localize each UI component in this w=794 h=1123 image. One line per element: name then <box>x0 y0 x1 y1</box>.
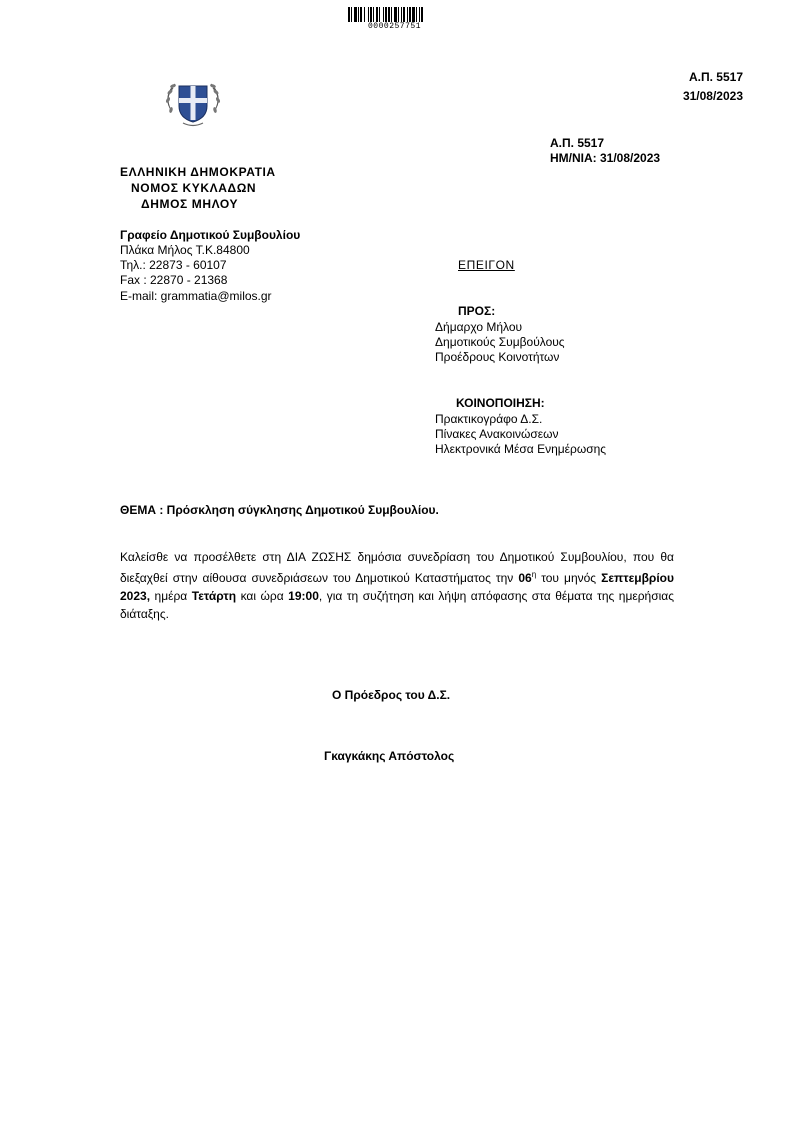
meeting-time: 19:00 <box>288 589 319 603</box>
signatory-name: Γκαγκάκης Απόστολος <box>324 749 455 763</box>
issuer-prefecture: ΝΟΜΟΣ ΚΥΚΛΑΔΩΝ <box>131 181 257 195</box>
meeting-month: Σεπτεμβρίου 2023, <box>120 571 674 603</box>
coat-of-arms-icon <box>161 76 225 128</box>
body-text-2: του μηνός <box>536 571 602 585</box>
office-address: Πλάκα Μήλος Τ.Κ.84800 <box>120 243 250 257</box>
body-text-4: και ώρα <box>236 589 289 603</box>
urgency-label: ΕΠΕΙΓΟΝ <box>458 258 515 272</box>
body-text-5: , για τη συζήτηση και λήψη απόφασης στα θέματα της ημερήσιας διάταξης. <box>120 589 675 621</box>
recipient-item: Δήμαρχο Μήλου <box>435 320 523 334</box>
meeting-weekday: Τετάρτη <box>191 589 237 603</box>
recipient-item: Δημοτικούς Συμβούλους <box>435 335 565 349</box>
office-title: Γραφείο Δημοτικού Συμβουλίου <box>120 228 301 242</box>
protocol-date-top: 31/08/2023 <box>682 89 743 103</box>
meeting-day: 06 <box>518 571 532 585</box>
cc-item: Ηλεκτρονικά Μέσα Ενημέρωσης <box>435 442 607 456</box>
office-fax: Fax : 22870 - 21368 <box>120 273 228 287</box>
signatory-role: Ο Πρόεδρος του Δ.Σ. <box>332 688 451 702</box>
cc-item: Πίνακες Ανακοινώσεων <box>435 427 559 441</box>
protocol-number: Α.Π. 5517 <box>550 136 605 150</box>
barcode-number: 0000257751 <box>368 22 422 31</box>
issuer-country: ΕΛΛΗΝΙΚΗ ΔΗΜΟΚΡΑΤΙΑ <box>120 165 276 179</box>
office-email: E-mail: grammatia@milos.gr <box>120 289 272 303</box>
barcode-bar <box>423 7 424 22</box>
barcode <box>348 7 446 22</box>
issuer-municipality: ΔΗΜΟΣ ΜΗΛΟΥ <box>141 197 239 211</box>
invitation-paragraph <box>120 548 674 623</box>
protocol-date: ΗΜ/ΝΙΑ: 31/08/2023 <box>550 151 661 165</box>
recipient-item: Προέδρους Κοινοτήτων <box>435 350 560 364</box>
cc-label: ΚΟΙΝΟΠΟΙΗΣΗ: <box>456 396 545 410</box>
meeting-day-suffix: η <box>531 570 537 579</box>
body-text-3: ημέρα <box>150 589 192 603</box>
office-phone: Τηλ.: 22873 - 60107 <box>120 258 227 272</box>
cc-item: Πρακτικογράφο Δ.Σ. <box>435 412 543 426</box>
protocol-number-top: Α.Π. 5517 <box>688 70 743 84</box>
subject-line: ΘΕΜΑ : Πρόσκληση σύγκλησης Δημοτικού Συμβουλίου. <box>120 503 439 517</box>
recipients-label: ΠΡΟΣ: <box>458 304 496 318</box>
body-text-1: Καλείσθε να προσέλθετε στη ΔΙΑ ΖΩΣΗΣ δημόσια συνεδρίαση του Δημοτικού Συμβουλίου, που θα διεξαχθεί στην αίθουσα συνεδριάσεων του Δημοτικού Καταστήματος την <box>120 550 674 585</box>
